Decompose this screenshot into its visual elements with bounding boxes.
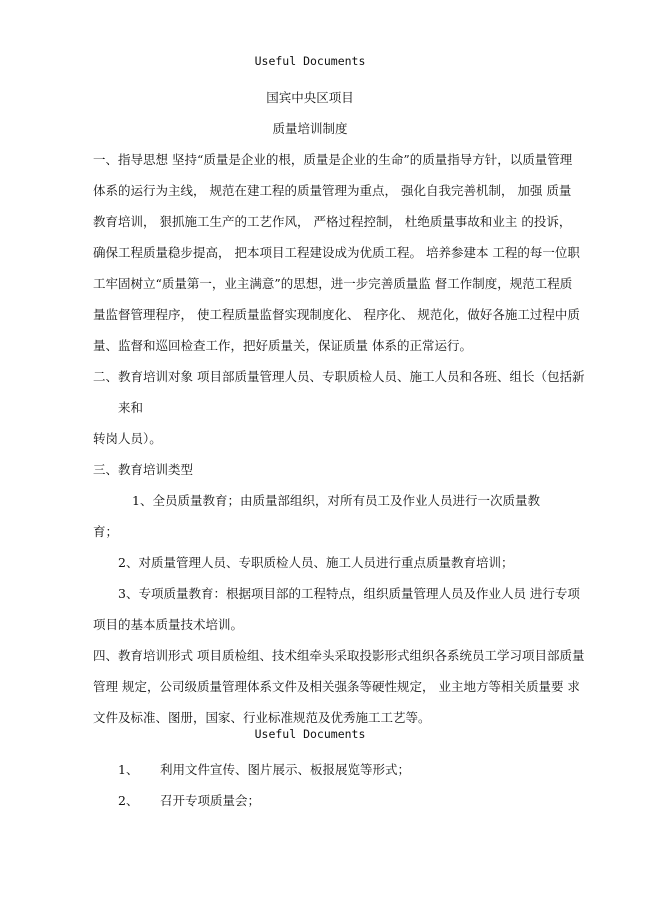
document-title: 质量培训制度 bbox=[272, 121, 348, 136]
section-4-form-1 bbox=[118, 762, 410, 778]
section-4-line-1: 四、教育培训形式 项目质检组、技术组牵头采取投影形式组织各系统员工学习项目部质量 bbox=[93, 648, 585, 663]
header-top: Useful Documents bbox=[254, 54, 366, 68]
section-3-item-3-cont: 项目的基本质量技术培训。 bbox=[93, 617, 244, 632]
header-mid: Useful Documents bbox=[254, 727, 366, 741]
section-1-line-6: 量监督管理程序， 使工程质量监督实现制度化、 程序化、 规范化，做好各施工过程中质 bbox=[93, 307, 580, 322]
form-1-number: 1、 bbox=[118, 762, 139, 777]
section-1-line-1: 一、指导思想 坚持“质量是企业的根，质量是企业的生命”的质量指导方针，以质量管理 bbox=[93, 152, 573, 167]
section-2-line-1: 二、教育培训对象 项目部质量管理人员、专职质检人员、施工人员和各班、组长（包括新 bbox=[93, 369, 585, 384]
section-4-line-3: 文件及标准、图册，国家、行业标准规范及优秀施工工艺等。 bbox=[93, 710, 431, 725]
section-1-line-5: 工牢固树立“质量第一，业主满意”的思想，进一步完善质量监 督工作制度，规范工程质 bbox=[93, 276, 573, 291]
section-1-line-3: 教育培训， 狠抓施工生产的工艺作风， 严格过程控制， 杜绝质量事故和业主 的投诉， bbox=[93, 214, 572, 229]
section-4-form-2 bbox=[118, 793, 260, 809]
section-3-item-1-cont: 育； bbox=[93, 524, 119, 539]
section-3-item-3: 3、专项质量教育：根据项目部的工程特点，组织质量管理人员及作业人员 进行专项 bbox=[118, 586, 580, 601]
form-2-text: 召开专项质量会； bbox=[160, 793, 261, 808]
section-2-line-3: 转岗人员）。 bbox=[93, 431, 162, 446]
section-3-item-1: 1、全员质量教育；由质量部组织，对所有员工及作业人员进行一次质量教 bbox=[132, 493, 540, 508]
form-2-number: 2、 bbox=[118, 793, 139, 808]
section-4-line-2: 管理 规定，公司级质量管理体系文件及相关强条等硬性规定， 业主地方等相关质量要 求 bbox=[93, 679, 580, 694]
section-1-line-7: 量、监督和巡回检查工作，把好质量关，保证质量 体系的正常运行。 bbox=[93, 338, 472, 353]
section-3-item-2: 2、对质量管理人员、专职质检人员、施工人员进行重点质量教育培训； bbox=[118, 555, 514, 570]
section-1-line-4: 确保工程质量稳步提高， 把本项目工程建设成为优质工程。 培养参建本 工程的每一位职 bbox=[93, 245, 580, 260]
section-2-line-2: 来和 bbox=[118, 400, 144, 415]
section-1-line-2: 体系的运行为主线， 规范在建工程的质量管理为重点， 强化自我完善机制， 加强 质量 bbox=[93, 183, 572, 198]
form-1-text: 利用文件宣传、图片展示、板报展览等形式； bbox=[160, 762, 411, 777]
section-3-heading: 三、教育培训类型 bbox=[93, 462, 194, 477]
project-title: 国宾中央区项目 bbox=[266, 90, 354, 105]
